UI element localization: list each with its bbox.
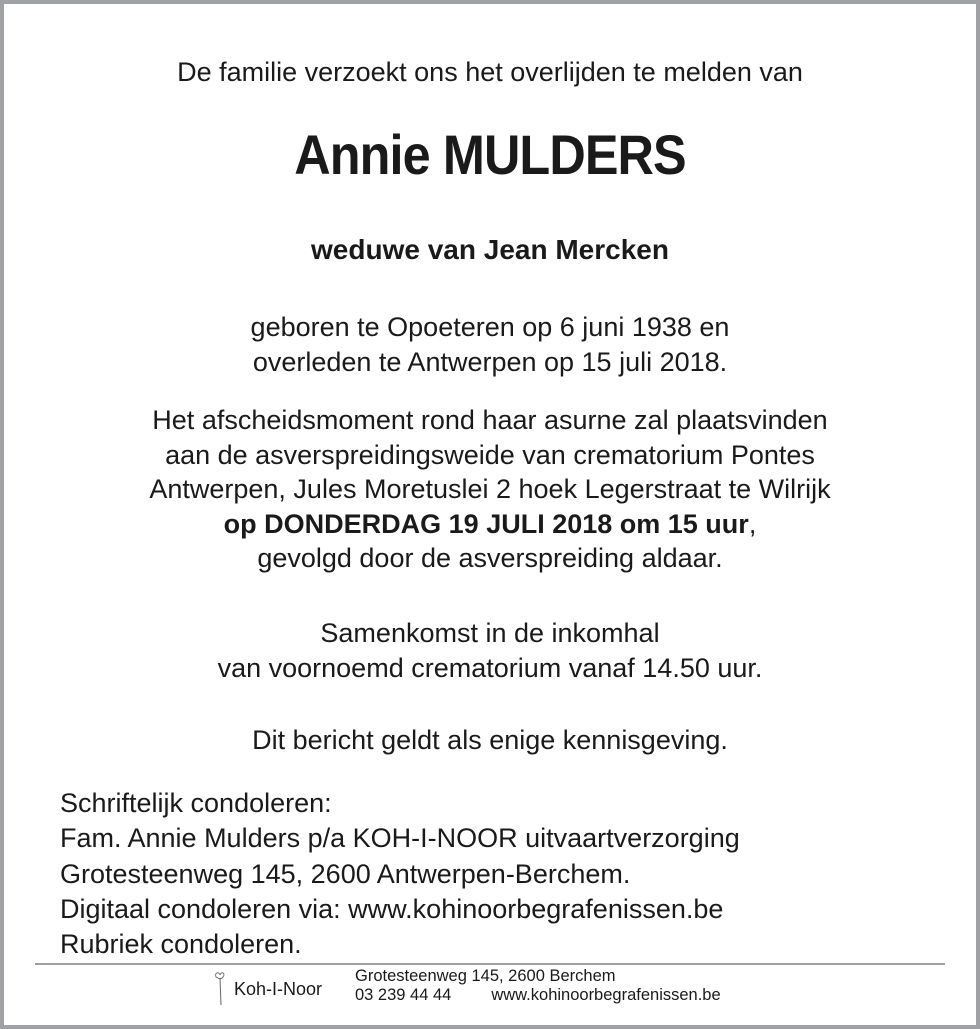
notice-text: Dit bericht geldt als enige kennisgeving. [252, 725, 728, 755]
ceremony-date-suffix: , [748, 508, 757, 539]
ceremony-line: Antwerpen, Jules Moretuslei 2 hoek Legerstraat te Wilrijk [149, 474, 831, 504]
gathering-line: van voornoemd crematorium vanaf 14.50 uur. [217, 652, 763, 683]
condolence-line: Fam. Annie Mulders p/a KOH-I-NOOR uitvaartverzorging [60, 823, 740, 854]
gathering-line: Samenkomst in de inkomhal [320, 618, 660, 648]
condolence-line: Schriftelijk condoleren: [60, 788, 332, 818]
logo-text: Koh-I-Noor [234, 978, 323, 999]
deceased-name: Annie MULDERS [294, 123, 686, 186]
gathering-block [0, 616, 980, 685]
footer-address: Grotesteenweg 145, 2600 Berchem [355, 967, 616, 985]
footer-website[interactable]: www.kohinoorbegrafenissen.be [491, 986, 721, 1004]
birth-death-block [0, 310, 980, 379]
footer-divider [35, 963, 945, 965]
ceremony-block [0, 403, 980, 576]
condolence-line: Rubriek condoleren. [60, 929, 302, 960]
condolence-line: Digitaal condoleren via: www.kohinoorbegrafenissen.be [60, 893, 724, 924]
death-line: overleden te Antwerpen op 15 juli 2018. [252, 346, 728, 377]
footer-contact [355, 967, 721, 1005]
footer-phone: 03 239 44 44 [355, 986, 452, 1004]
condolence-block [60, 786, 740, 962]
ceremony-after: gevolgd door de asverspreiding aldaar. [257, 543, 723, 573]
condolence-line: Grotesteenweg 145, 2600 Antwerpen-Berchem. [60, 858, 631, 889]
ceremony-line: aan de asverspreidingsweide van crematorium Pontes [165, 439, 815, 470]
ceremony-line: Het afscheidsmoment rond haar asurne zal plaatsvinden [152, 405, 828, 435]
flower-icon [212, 971, 228, 1007]
intro-text: De familie verzoekt ons het overlijden te melden van [177, 57, 803, 87]
subtitle: weduwe van Jean Mercken [311, 234, 669, 265]
ceremony-date-line [0, 507, 980, 542]
birth-line: geboren te Opoeteren op 6 juni 1938 en [250, 312, 730, 342]
footer-logo [212, 971, 322, 1007]
ceremony-date: op DONDERDAG 19 JULI 2018 om 15 uur [223, 508, 749, 539]
